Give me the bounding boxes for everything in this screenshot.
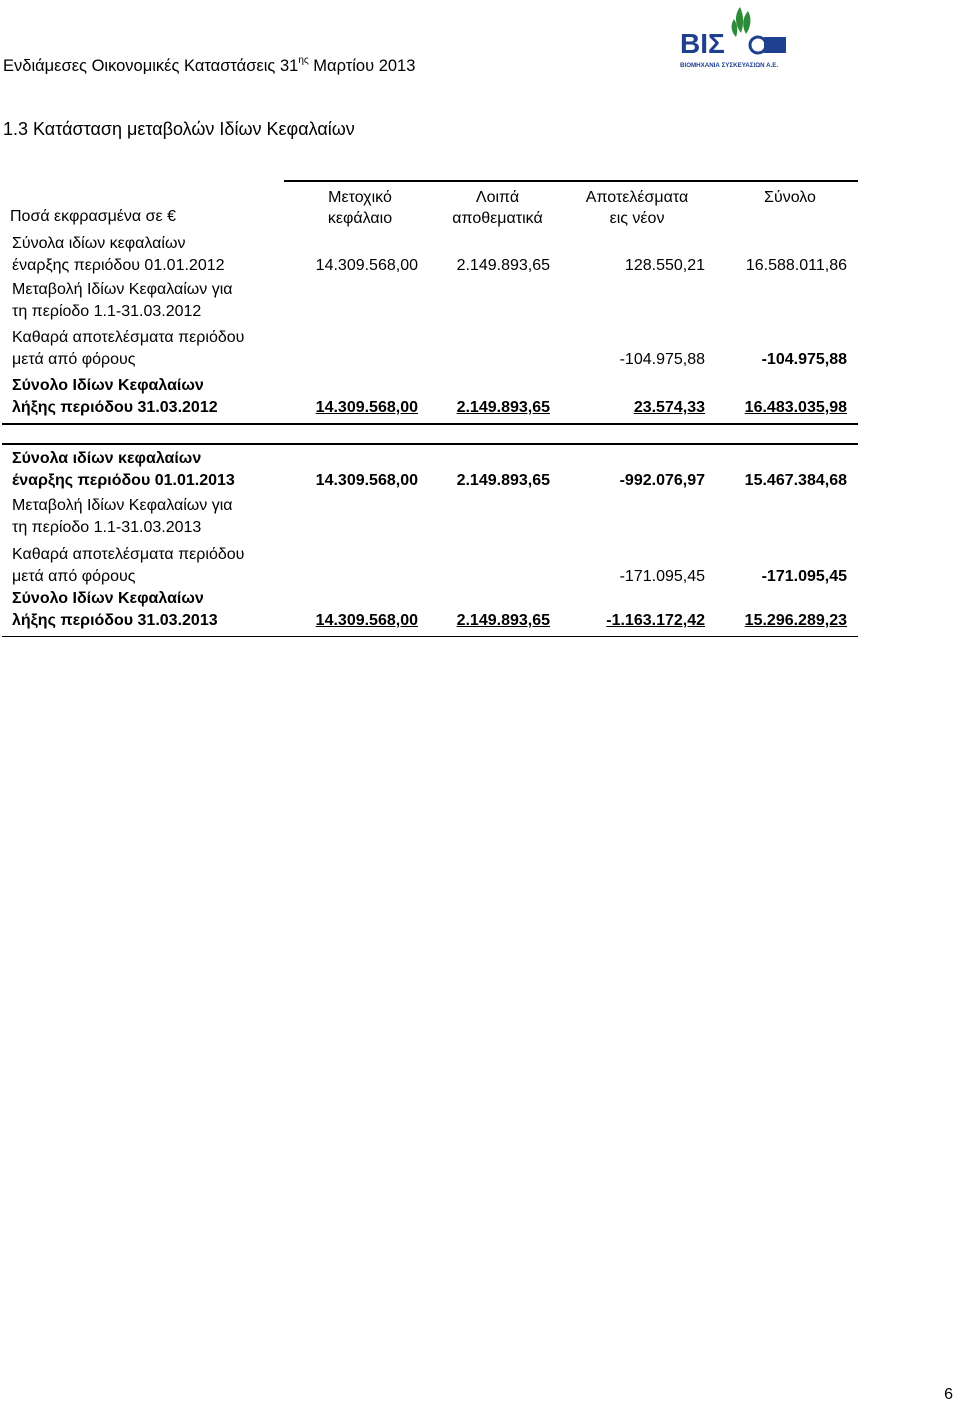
opening-2012-retained-earnings: 128.550,21 bbox=[624, 257, 705, 274]
net-result-2013-retained-earnings: -171.095,45 bbox=[619, 568, 705, 585]
closing-2012-retained-earnings: 23.574,33 bbox=[633, 399, 705, 416]
section-title: 1.3 Κατάσταση μεταβολών Ιδίων Κεφαλαίων bbox=[3, 119, 355, 139]
closing-2012-other-reserves: 2.149.893,65 bbox=[456, 399, 550, 416]
column-header-line: αποθεματικά bbox=[452, 210, 543, 227]
page-number: 6 bbox=[944, 1386, 953, 1403]
net-result-2013-label-line2: μετά από φόρους bbox=[12, 568, 136, 585]
column-header-line: Αποτελέσματα bbox=[585, 189, 689, 206]
opening-2013-other-reserves: 2.149.893,65 bbox=[456, 472, 550, 489]
net-result-2012-label-line2: μετά από φόρους bbox=[12, 351, 136, 368]
opening-balance-2012-label-line1: Σύνολα ιδίων κεφαλαίων bbox=[12, 235, 186, 252]
opening-balance-2013-label-line1: Σύνολα ιδίων κεφαλαίων bbox=[12, 450, 202, 467]
logo-graphic bbox=[678, 3, 788, 73]
column-header-line: εις νέον bbox=[609, 210, 665, 227]
closing-balance-2012-label-line2: λήξης περιόδου 31.03.2012 bbox=[12, 399, 218, 416]
closing-2013-other-reserves: 2.149.893,65 bbox=[456, 612, 550, 629]
opening-balance-2013-label-line2: έναρξης περιόδου 01.01.2013 bbox=[12, 472, 235, 489]
opening-2012-share-capital: 14.309.568,00 bbox=[315, 257, 418, 274]
column-header-retained-earnings bbox=[567, 187, 707, 229]
column-header-line: Σύνολο bbox=[764, 189, 816, 206]
opening-2013-retained-earnings: -992.076,97 bbox=[619, 472, 705, 489]
document-header-title bbox=[3, 57, 415, 76]
closing-2012-share-capital: 14.309.568,00 bbox=[315, 399, 418, 416]
logo-wordmark: ΒΙΣ bbox=[680, 28, 725, 59]
closing-balance-2012-label-line1: Σύνολο Ιδίων Κεφαλαίων bbox=[12, 377, 204, 394]
closing-balance-2013-label-line2: λήξης περιόδου 31.03.2013 bbox=[12, 612, 218, 629]
header-title-suffix: Μαρτίου 2013 bbox=[308, 57, 416, 75]
column-header-line: Μετοχικό bbox=[328, 189, 392, 206]
table-top-rule bbox=[284, 180, 858, 182]
period-separator-rule-2 bbox=[2, 443, 858, 445]
opening-2013-share-capital: 14.309.568,00 bbox=[315, 472, 418, 489]
header-title-superscript: ης bbox=[298, 55, 309, 66]
period-separator-rule-1 bbox=[2, 423, 858, 425]
closing-2012-total: 16.483.035,98 bbox=[744, 399, 847, 416]
amounts-currency-label: Ποσά εκφρασμένα σε € bbox=[10, 208, 176, 225]
header-title-prefix: Ενδιάμεσες Οικονομικές Καταστάσεις 31 bbox=[3, 57, 299, 75]
column-header-share-capital bbox=[305, 187, 415, 229]
column-header-other-reserves bbox=[435, 187, 560, 229]
change-2013-label-line1: Μεταβολή Ιδίων Κεφαλαίων για bbox=[12, 497, 233, 514]
logo-subtitle: ΒΙΟΜΗΧΑΝΙΑ ΣΥΣΚΕΥΑΣΙΩΝ Α.Ε. bbox=[680, 62, 779, 69]
closing-balance-2013-label-line1: Σύνολο Ιδίων Κεφαλαίων bbox=[12, 590, 204, 607]
opening-2012-other-reserves: 2.149.893,65 bbox=[456, 257, 550, 274]
net-result-2013-total: -171.095,45 bbox=[761, 568, 847, 585]
change-2012-label-line1: Μεταβολή Ιδίων Κεφαλαίων για bbox=[12, 281, 233, 298]
net-result-2012-label-line1: Καθαρά αποτελέσματα περιόδου bbox=[12, 329, 245, 346]
opening-2013-total: 15.467.384,68 bbox=[744, 472, 847, 489]
table-bottom-rule bbox=[2, 636, 858, 637]
closing-2013-retained-earnings: -1.163.172,42 bbox=[606, 612, 705, 629]
opening-balance-2012-label-line2: έναρξης περιόδου 01.01.2012 bbox=[12, 257, 225, 274]
closing-2013-total: 15.296.289,23 bbox=[744, 612, 847, 629]
column-header-line: κεφάλαιο bbox=[327, 210, 393, 227]
net-result-2012-total: -104.975,88 bbox=[761, 351, 847, 368]
change-2012-label-line2: τη περίοδο 1.1-31.03.2012 bbox=[12, 303, 202, 320]
column-header-line: Λοιπά bbox=[475, 189, 520, 206]
net-result-2012-retained-earnings: -104.975,88 bbox=[619, 351, 705, 368]
company-logo bbox=[678, 3, 788, 73]
net-result-2013-label-line1: Καθαρά αποτελέσματα περιόδου bbox=[12, 546, 245, 563]
closing-2013-share-capital: 14.309.568,00 bbox=[315, 612, 418, 629]
change-2013-label-line2: τη περίοδο 1.1-31.03.2013 bbox=[12, 519, 202, 536]
column-header-total bbox=[740, 187, 840, 208]
opening-2012-total: 16.588.011,86 bbox=[745, 257, 847, 274]
